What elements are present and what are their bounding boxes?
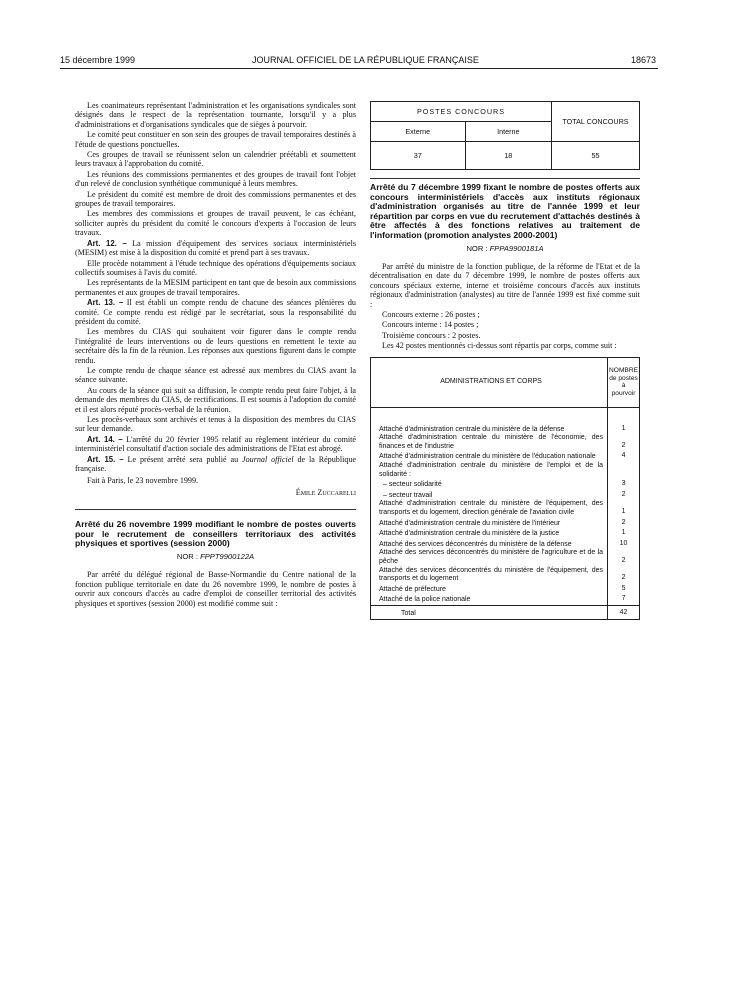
nor-reference xyxy=(370,244,640,253)
paragraph: Par arrêté du délégué régional de Basse-Normandie du Centre national de la fonction publique territoriale en date du 26 novembre 1999, le nombre de postes à ouvrir aux concours d'accès au cadre d'emploi de conseiller territorial des activités physiques et sportives (session 2000) est modifié comme suit : xyxy=(75,570,356,608)
row-label: Attaché d'administration centrale du ministère de l'emploi et de la solidarité : xyxy=(371,462,608,479)
row-label: Attaché d'administration centrale du ministère de la justice xyxy=(371,528,608,539)
row-value: 2 xyxy=(608,518,640,529)
nor-code: FPPA9900181A xyxy=(489,243,544,253)
article-15 xyxy=(75,455,356,474)
row-value: 2 xyxy=(608,549,640,566)
paragraph: Par arrêté du ministre de la fonction publique, de la réforme de l'Etat et de la décentralisation en date du 7 décembre 1999, le nombre de postes offerts aux concours spéciaux externe, interne et troisième concours d'accès aux instituts régionaux d'administration (analystes) au titre de l'année 1999 est fixé comme suit : xyxy=(370,261,640,309)
postes-table xyxy=(370,101,640,170)
table-row xyxy=(371,528,640,539)
interne-header: Interne xyxy=(465,122,551,142)
page-number: 18673 xyxy=(630,55,656,65)
total-value: 55 xyxy=(552,142,640,170)
paragraph: Les représentants de la MESIM participent en tant que de besoin aux commissions permanentes et aux groupes de travail temporaires. xyxy=(75,278,356,297)
nor-reference xyxy=(75,552,356,561)
place-date: Fait à Paris, le 23 novembre 1999. xyxy=(87,476,199,486)
header-date: 15 décembre 1999 xyxy=(60,55,136,65)
article-12 xyxy=(75,239,356,258)
table-row xyxy=(371,434,640,451)
table-row xyxy=(371,539,640,550)
row-label: Attaché d'administration centrale du ministère de l'équipement, des transports et du logement, direction générale de l'aviation civile xyxy=(371,500,608,517)
decree-title: Arrêté du 26 novembre 1999 modifiant le nombre de postes ouverts pour le recrutement de conseillers territoriaux des activités physiques et sportives (session 2000) xyxy=(75,519,356,549)
row-value: 2 xyxy=(608,434,640,451)
row-value: 7 xyxy=(608,594,640,605)
row-label: Attaché d'administration centrale du ministère de l'intérieur xyxy=(371,518,608,529)
journal-title: JOURNAL OFFICIEL DE LA RÉPUBLIQUE FRANÇAISE xyxy=(252,55,479,65)
externe-value: 37 xyxy=(371,142,466,170)
table-row xyxy=(371,407,640,434)
left-column xyxy=(75,101,356,609)
table-row xyxy=(371,567,640,584)
article-text: L'arrêté du 20 février 1995 relatif au règlement intérieur du comité interministériel consultatif d'action sociale des administrations de l'Etat est abrogé. xyxy=(75,434,356,454)
article-label: Art. 14. – xyxy=(87,434,123,444)
row-value xyxy=(608,462,640,479)
paragraph: Le comité peut constituer en son sein des groupes de travail temporaires destinés à l'étude de questions ponctuelles. xyxy=(75,130,356,149)
article-text: Il est établi un compte rendu de chacune des séances plénières du comité. Ce compte rendu est rédigé par le secrétariat, sous la responsabilité du président du comité. xyxy=(75,298,356,326)
row-label: Attaché de la police nationale xyxy=(371,594,608,605)
paragraph: Le président du comité est membre de droit des commissions permanentes et des groupes de travail temporaires. xyxy=(75,189,356,209)
row-label: Attaché des services déconcentrés du ministère de la défense xyxy=(371,539,608,550)
paragraph: Les membres du CIAS qui souhaitent voir figurer dans le compte rendu l'intégralité de leurs interventions ou de leurs questions en remettent le texte au secrétaire dès la fin de la réunion. Les réponses aux questions figurent dans le compte rendu. xyxy=(75,327,356,365)
table-row xyxy=(371,451,640,462)
row-label: Attaché d'administration centrale du ministère de la défense xyxy=(371,407,608,434)
section-divider xyxy=(370,178,640,179)
list-item: Concours interne : 14 postes ; xyxy=(382,320,479,330)
nombre-header: NOMBRE de postes à pourvoir xyxy=(608,357,640,407)
table-row xyxy=(371,584,640,595)
postes-concours-header: POSTES CONCOURS xyxy=(371,102,552,122)
list-item: Concours externe : 26 postes ; xyxy=(382,310,480,319)
externe-header: Externe xyxy=(371,122,466,142)
nor-code: FPPT9900122A xyxy=(200,552,255,562)
row-value: 5 xyxy=(608,584,640,595)
article-text: Le présent arrêté sera publié au xyxy=(123,454,243,464)
row-label: Attaché des services déconcentrés du ministère de l'agriculture et de la pêche xyxy=(371,549,608,566)
paragraph: Ces groupes de travail se réunissent selon un calendrier préétabli et soumettent leurs travaux à l'approbation du comité. xyxy=(75,150,356,169)
row-value: 3 xyxy=(608,479,640,490)
paragraph: Les coanimateurs représentant l'administration et les organisations syndicales sont désignés dans le respect de la représentation tournante, lorsqu'il y a plus d'administrations et d'organisations syndicales que de sièges à pourvoir. xyxy=(75,101,356,129)
table-row xyxy=(371,490,640,501)
row-label: Attaché des services déconcentrés du ministère de l'équipement, des transports et du logement xyxy=(371,567,608,584)
row-value: 2 xyxy=(608,567,640,584)
article-text: La mission d'équipement des services sociaux interministériels (MESIM) est mise à la disposition du comité et prend part à ses travaux. xyxy=(75,238,356,258)
paragraph: Elle procède notamment à l'étude technique des opérations d'équipements sociaux collectifs soumises à l'avis du comité. xyxy=(75,258,356,277)
article-14 xyxy=(75,435,356,454)
list-item: Troisième concours : 2 postes. xyxy=(382,330,481,340)
table-row xyxy=(371,462,640,479)
table-row xyxy=(371,549,640,566)
table-body xyxy=(371,407,640,605)
right-column xyxy=(370,101,640,620)
paragraph: Au cours de la séance qui suit sa diffusion, le compte rendu peut faire l'objet, à la demande des membres du CIAS, de rectifications. Il est soumis à l'adoption du comité et il est alors réputé procès-verbal de la réunion. xyxy=(75,385,356,414)
total-concours-header: TOTAL CONCOURS xyxy=(552,102,640,142)
row-label: – secteur travail xyxy=(371,490,608,501)
total-value: 42 xyxy=(608,605,640,619)
article-label: Art. 12. – xyxy=(87,238,127,248)
article-13 xyxy=(75,298,356,326)
row-value: 1 xyxy=(608,500,640,517)
row-value: 10 xyxy=(608,539,640,550)
decree-title: Arrêté du 7 décembre 1999 fixant le nombre de postes offerts aux concours interministériels d'accès aux instituts régionaux d'administration organisés au titre de l'année 1999 et leur répartition par corps en vue du recrutement d'attachés destinés à être affectés à des fonctions relatives au traitement de l'information (promotion analystes 2000-2001) xyxy=(370,182,640,240)
header-rule xyxy=(60,68,658,69)
table-row xyxy=(371,500,640,517)
row-value: 4 xyxy=(608,451,640,462)
row-label: Attaché de préfecture xyxy=(371,584,608,595)
table-row xyxy=(371,479,640,490)
table-row xyxy=(371,594,640,605)
table-row xyxy=(371,518,640,529)
row-value: 1 xyxy=(608,407,640,434)
signature: Émile Zuccarelli xyxy=(295,487,356,497)
interne-value: 18 xyxy=(465,142,551,170)
journal-name: Journal officiel xyxy=(242,454,294,464)
paragraph: Le compte rendu de chaque séance est adressé aux membres du CIAS avant la séance suivante. xyxy=(75,365,356,385)
total-label: Total xyxy=(371,605,608,619)
administrations-header: ADMINISTRATIONS ET CORPS xyxy=(371,357,608,407)
nor-label: NOR : xyxy=(176,552,201,562)
paragraph: Les 42 postes mentionnés ci-dessus sont répartis par corps, comme suit : xyxy=(382,341,617,351)
paragraph: Les réunions des commissions permanentes et des groupes de travail font l'objet d'un relevé de conclusion synthétique communiqué à leurs membres. xyxy=(75,169,356,189)
paragraph: Les membres des commissions et groupes de travail peuvent, le cas échéant, solliciter auprès du président du comité le concours d'experts à l'occasion de leurs travaux. xyxy=(75,209,356,238)
article-label: Art. 13. – xyxy=(87,298,124,308)
row-value: 1 xyxy=(608,528,640,539)
paragraph: Les procès-verbaux sont archivés et tenus à la disposition des membres du CIAS sur leur demande. xyxy=(75,415,356,434)
row-label: Attaché d'administration centrale du ministère de l'éducation nationale xyxy=(371,451,608,462)
nor-label: NOR : xyxy=(466,243,490,253)
article-text: de la République française. xyxy=(75,454,357,474)
row-label: – secteur solidarité xyxy=(371,479,608,490)
article-label: Art. 15. – xyxy=(87,454,124,464)
row-label: Attaché d'administration centrale du ministère de l'économie, des finances et de l'industrie xyxy=(371,434,608,451)
row-value: 2 xyxy=(608,490,640,501)
repartition-table xyxy=(370,357,640,620)
section-divider xyxy=(75,509,356,510)
